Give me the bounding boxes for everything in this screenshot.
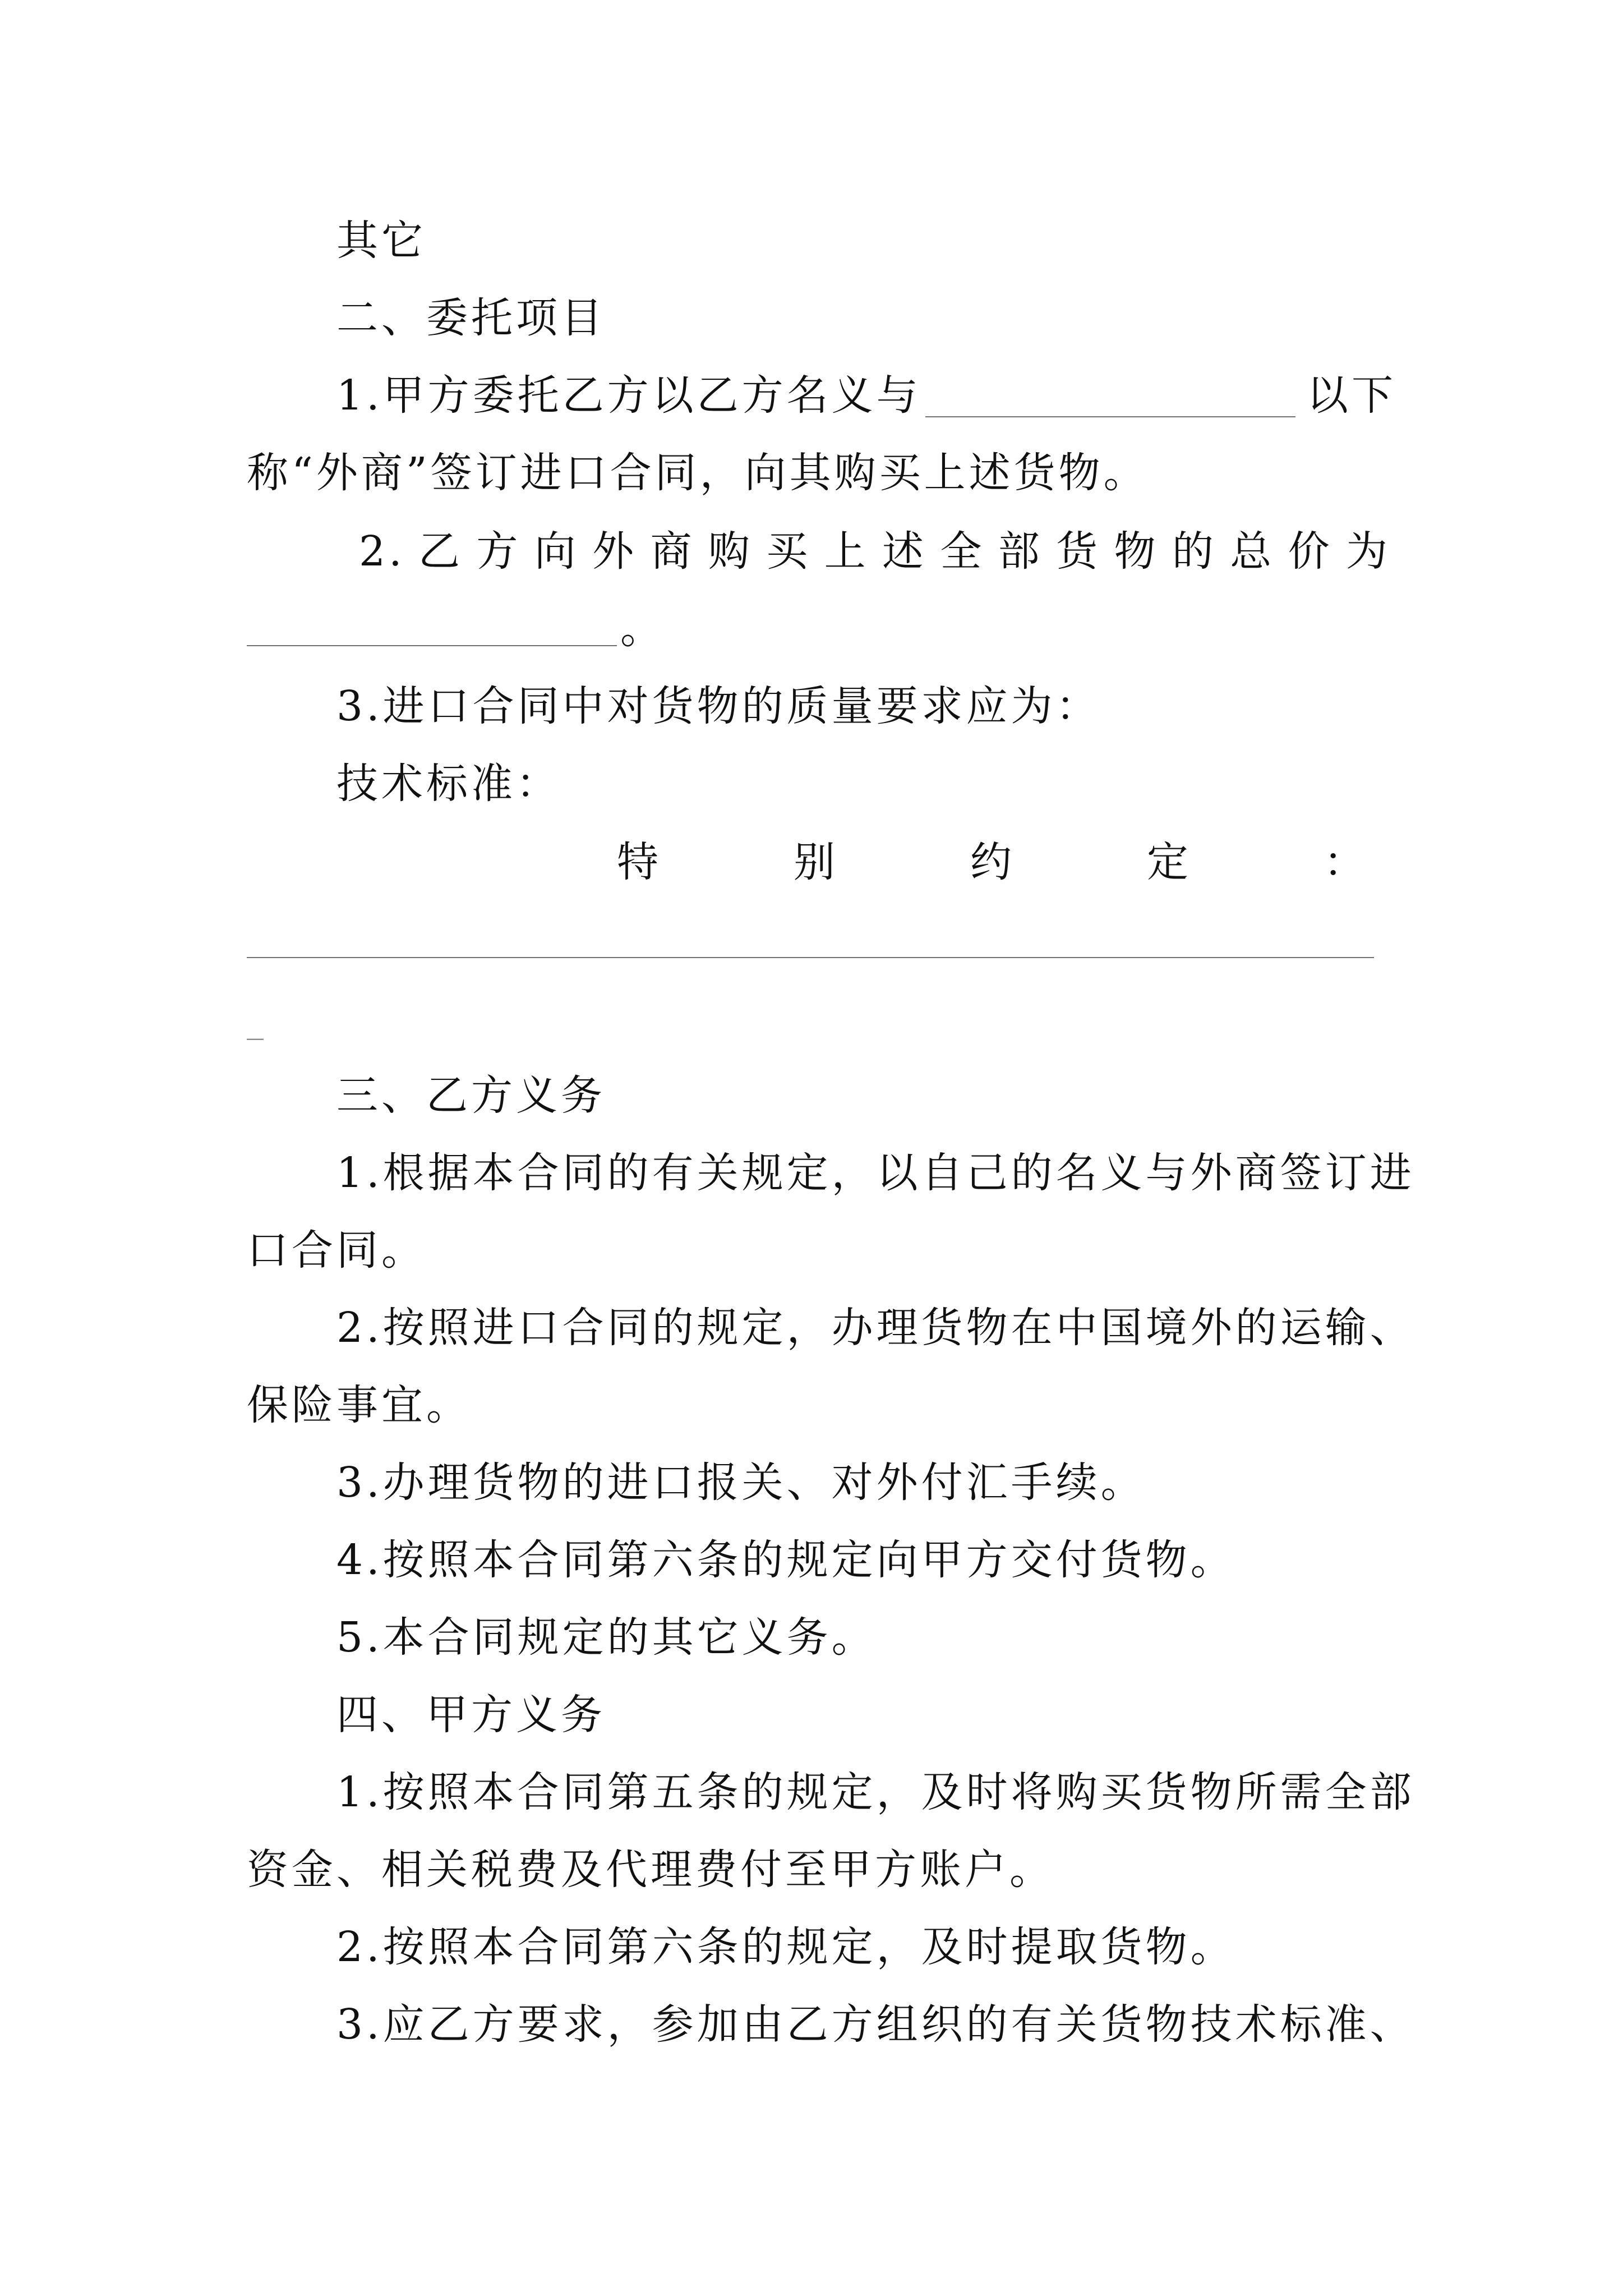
clause-3-1: 1.根据本合同的有关规定，以自己的名义与外商签订进 [336, 1149, 1415, 1197]
clause-4-1-continuation: 资金、相关税费及代理费付至甲方账户。 [247, 1846, 1054, 1894]
section-heading-party-b-obligations: 三、乙方义务 [336, 1071, 606, 1120]
clause-2-1-start: 1.甲方委托乙方以乙方名义与 [336, 371, 921, 420]
special-agreement-justified [617, 838, 1368, 886]
clause-3-1-continuation: 口合同。 [247, 1226, 426, 1274]
clause-2-1-tail: 以下 [1307, 371, 1396, 420]
clause-3-2: 2.按照进口合同的规定，办理货物在中国境外的运输、 [336, 1304, 1415, 1352]
clause-2-2-char: 购 [708, 527, 753, 576]
special-agreement-char: 约 [970, 838, 1015, 886]
clause-2-2-char: 向 [534, 527, 579, 576]
clause-2-3: 3.进口合同中对货物的质量要求应为： [336, 682, 1101, 730]
clause-2-2-char: 总 [1230, 527, 1275, 576]
clause-2-2-char: 物 [1114, 527, 1159, 576]
clause-2-2-char: 商 [650, 527, 695, 576]
clause-2-1-continuation: 称“外商”签订进口合同，向其购买上述货物。 [247, 449, 1149, 497]
clause-4-1: 1.按照本合同第五条的规定，及时将购买货物所需全部 [336, 1768, 1415, 1816]
special-agreement-char: 特 [617, 838, 662, 886]
special-agreement-char: 别 [794, 838, 838, 886]
clause-3-4: 4.按照本合同第六条的规定向甲方交付货物。 [336, 1536, 1235, 1584]
clause-2-2-char: 述 [882, 527, 927, 576]
clause-4-3: 3.应乙方要求，参加由乙方组织的有关货物技术标准、 [336, 2000, 1415, 2049]
clause-3-5: 5.本合同规定的其它义务。 [336, 1613, 877, 1662]
special-agreement-char: 定 [1147, 838, 1192, 886]
clause-2-2-char: 价 [1288, 527, 1333, 576]
clause-2-2-char: 部 [998, 527, 1043, 576]
clause-2-2-char: 外 [592, 527, 638, 576]
blank-special-agreement-line [247, 957, 1374, 958]
blank-total-price-line [247, 645, 617, 646]
clause-3-3: 3.办理货物的进口报关、对外付汇手续。 [336, 1458, 1146, 1507]
clause-2-2-char: 买 [766, 527, 811, 576]
technical-standard-label: 技术标准： [336, 760, 561, 808]
clause-2-2-char: 上 [824, 527, 869, 576]
special-agreement-char: ： [1324, 838, 1368, 886]
clause-2-2-char: 全 [940, 527, 985, 576]
clause-2-2-char: 为 [1345, 527, 1391, 576]
section-heading-party-a-obligations: 四、甲方义务 [336, 1691, 606, 1739]
clause-2-2-char: 2. [359, 527, 405, 576]
section-heading-entrusted-items: 二、委托项目 [336, 294, 606, 342]
blank-continuation-mark: _ [247, 1001, 267, 1041]
clause-2-2-char: 方 [476, 527, 522, 576]
clause-2-2-char: 乙 [418, 527, 463, 576]
clause-3-2-continuation: 保险事宜。 [247, 1381, 471, 1429]
clause-2-2-justified [359, 527, 1391, 576]
clause-2-2-char: 货 [1056, 527, 1101, 576]
blank-foreign-party-line [925, 416, 1295, 417]
clause-2-2-period: 。 [620, 605, 665, 653]
clause-4-2: 2.按照本合同第六条的规定，及时提取货物。 [336, 1923, 1235, 1971]
clause-2-2-char: 的 [1172, 527, 1217, 576]
text-line-other: 其它 [336, 217, 426, 265]
